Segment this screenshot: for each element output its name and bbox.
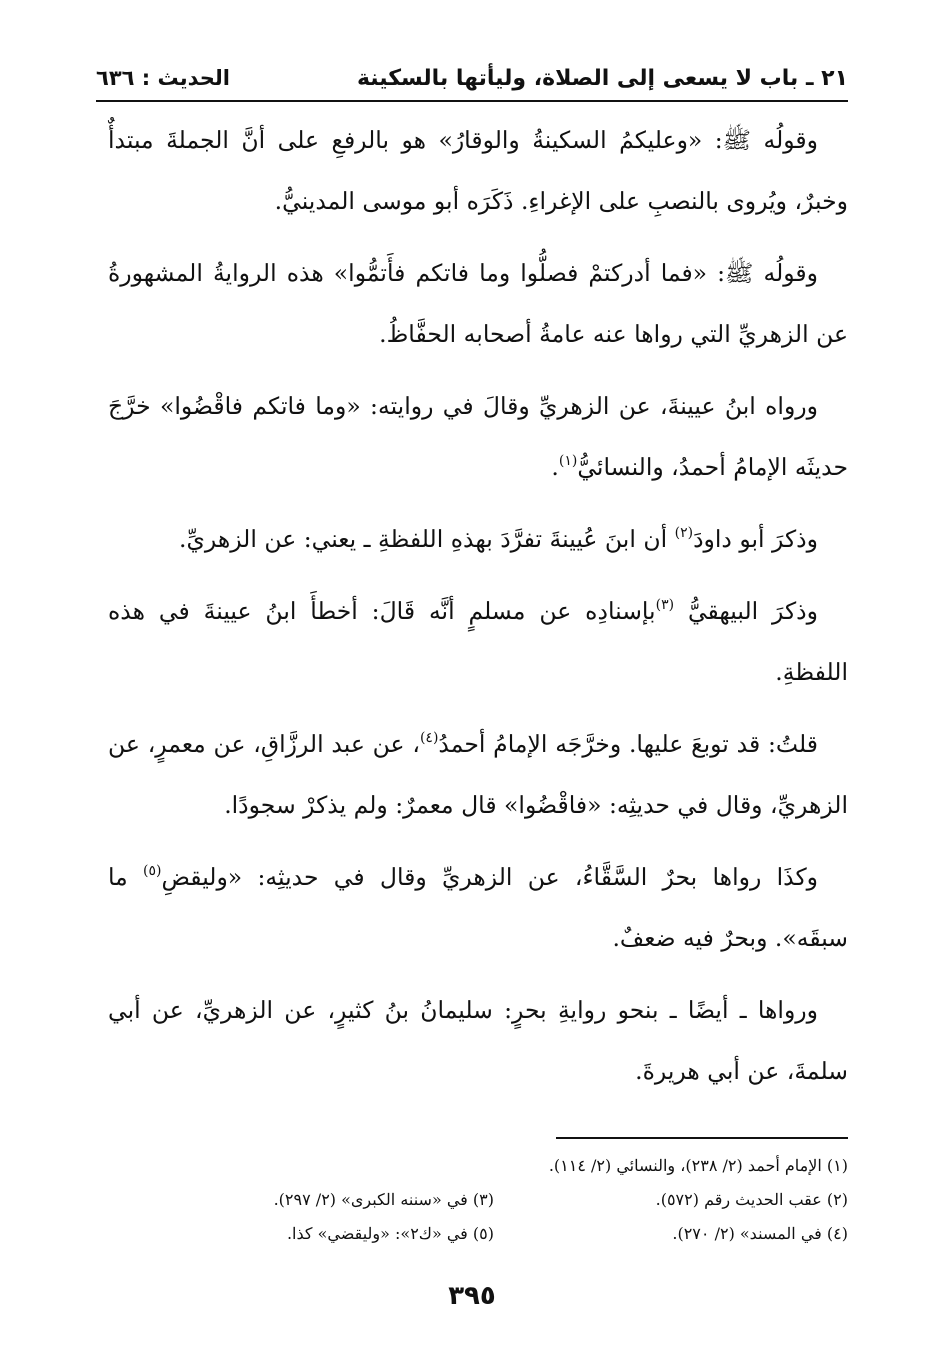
paragraph-text: ورواه ابنُ عيينةَ، عن الزهريِّ وقالَ في روايته: «وما فاتكم فاقْضُوا» خرَّجَ حديثَه الإمامُ أحمدُ، والنسائيُّ xyxy=(108,392,848,481)
footnote-ref[interactable]: (٤) xyxy=(419,730,439,746)
paragraph-text: قلتُ: قد توبعَ عليها. وخرَّجَه الإمامُ أحمدُ xyxy=(438,730,818,758)
paragraph xyxy=(108,243,848,365)
paragraph xyxy=(108,376,848,498)
paragraph-text: وقولُه ﷺ: «فما أدركتمْ فصلُّوا وما فاتكم فأَتمُّوا» هذه الروايةُ المشهورةُ عن الزهريِّ التي رواها عنه عامةُ أصحابه الحفَّاظُ. xyxy=(108,259,848,348)
page-number: ٣٩٥ xyxy=(448,1281,496,1311)
footnote: (١) الإمام أحمد (٢/ ٢٣٨)، والنسائي (٢/ ١١٤). xyxy=(548,1156,848,1175)
footnote-ref[interactable]: (٣) xyxy=(655,597,675,613)
paragraph-text: . xyxy=(551,453,559,481)
paragraph-text: ما سبقَه». وبحرٌ فيه ضعفٌ. xyxy=(108,863,848,952)
footnotes xyxy=(120,1149,848,1251)
paragraph-text: ورواها ـ أيضًا ـ بنحو روايةِ بحرٍ: سليمانُ بنُ كثيرٍ، عن الزهريِّ، عن أبي سلمةَ، عن أبي هريرةَ. xyxy=(108,996,848,1085)
paragraph-text: وكذَا رواها بحرٌ السَّقَّاءُ، عن الزهريِّ وقال في حديثِه: «وليقضِ xyxy=(161,863,818,891)
header-rule xyxy=(96,100,848,102)
footnote-row xyxy=(120,1149,848,1183)
footnote: (٣) في «سننه الكبرى» (٢/ ٢٩٧). xyxy=(273,1190,494,1209)
paragraph-text: وقولُه ﷺ: «وعليكمُ السكينةُ والوقارُ» هو بالرفعِ على أنَّ الجملةَ مبتدأٌ وخبرٌ، ويُروى بالنصبِ على الإغراءِ. ذَكَرَه أبو موسى المدينيُّ. xyxy=(108,126,848,215)
running-header xyxy=(96,62,848,102)
footnote-row xyxy=(120,1183,848,1217)
paragraph xyxy=(108,110,848,232)
chapter-title: ٢١ ـ باب لا يسعى إلى الصلاة، وليأتها بالسكينة xyxy=(356,66,848,91)
footnote: (٢) عقب الحديث رقم (٥٧٢). xyxy=(655,1190,848,1209)
hadith-number: الحديث : ٦٣٦ xyxy=(96,66,230,90)
footnote-ref[interactable]: (١) xyxy=(558,453,578,469)
footnote: (٥) في «ك٢»: «وليقضي» كذا. xyxy=(286,1224,494,1243)
paragraph xyxy=(108,509,848,570)
paragraph-text: وذكرَ أبو داودَ xyxy=(693,525,818,553)
paragraph-text: بإسنادِه عن مسلمٍ أنَّه قَالَ: أخطأَ ابنُ عيينةَ في هذه اللفظةِ. xyxy=(108,597,848,686)
footnote-separator xyxy=(556,1137,848,1139)
footnote-row xyxy=(120,1217,848,1251)
footnote: (٤) في المسند» (٢/ ٢٧٠). xyxy=(672,1224,848,1243)
paragraph xyxy=(108,847,848,969)
footnote-ref[interactable]: (٥) xyxy=(143,863,162,879)
main-text xyxy=(108,110,848,1113)
paragraph-text: وذكرَ البيهقيُّ xyxy=(674,597,818,625)
paragraph xyxy=(108,714,848,836)
paragraph xyxy=(108,581,848,703)
paragraph xyxy=(108,980,848,1102)
footnote-ref[interactable]: (٢) xyxy=(674,525,694,541)
paragraph-text: ، عن عبد الرزَّاقِ، عن معمرٍ، عن الزهريِّ، وقال في حديثِه: «فاقْضُوا» قال معمرٌ: ولم يذكرْ سجودًا. xyxy=(108,730,848,819)
paragraph-text: أن ابنَ عُيينةَ تفرَّدَ بهذهِ اللفظةِ ـ يعني: عن الزهريِّ. xyxy=(178,525,675,553)
